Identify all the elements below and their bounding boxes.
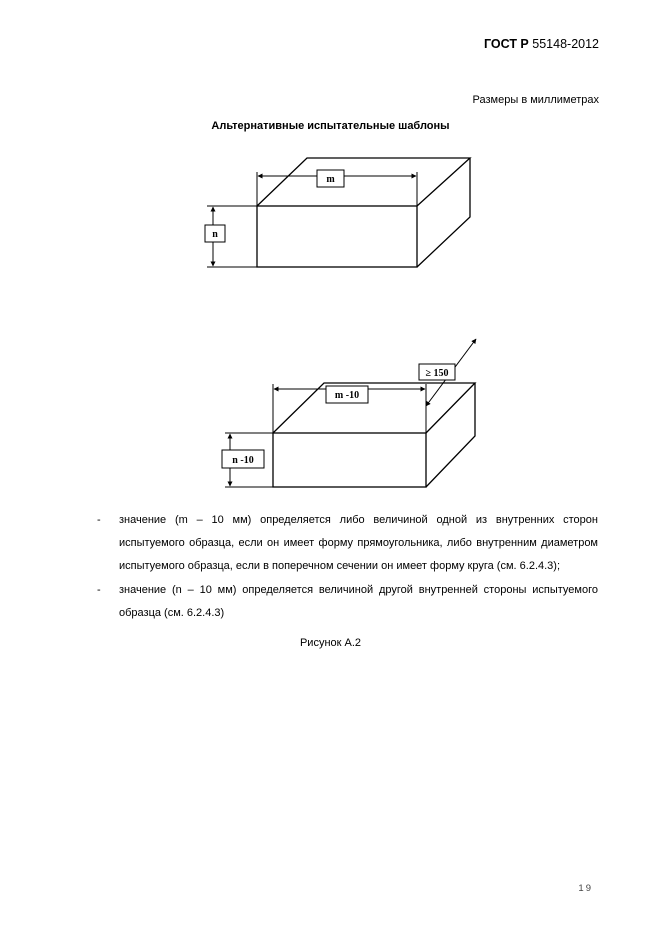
box-2-height-label: n -10 xyxy=(232,455,254,466)
box-1-dimension-m xyxy=(257,170,417,206)
box-1-width-label: m xyxy=(326,174,335,185)
box-2-top-face xyxy=(273,383,475,433)
box-2-side-face xyxy=(426,383,475,487)
bullet-dash: - xyxy=(97,584,101,596)
box-2 xyxy=(273,383,475,487)
box-1-front-face xyxy=(257,206,417,267)
box-2-front-face xyxy=(273,433,426,487)
paragraph-m-text: значение (m – 10 мм) определяется либо величиной одной из внутренних сторон испытуемого образца, если он имеет форму прямоугольника, либо внутренним диаметром испытуемого образца, если в поперечном сечении он имеет форму круга (см. 6.2.4.3); xyxy=(119,514,598,572)
paragraph-n xyxy=(97,579,598,625)
paragraph-m xyxy=(97,509,598,578)
units-note: Размеры в миллиметрах xyxy=(472,94,599,106)
page-number: 19 xyxy=(578,883,593,894)
box-2-width-label: m -10 xyxy=(334,390,360,401)
box-1-top-face xyxy=(257,158,470,206)
box-1-height-label: n xyxy=(212,229,218,240)
paragraph-n-text: значение (n – 10 мм) определяется величиной другой внутренней стороны испытуемого образца (см. 6.2.4.3) xyxy=(119,584,598,619)
box-2-min-label: ≥ 150 xyxy=(425,368,449,379)
page-header xyxy=(484,37,599,51)
bullet-dash: - xyxy=(97,514,101,526)
figure-caption: Рисунок А.2 xyxy=(299,637,362,649)
standard-prefix: ГОСТ Р xyxy=(483,37,529,51)
standard-number: 55148-2012 xyxy=(532,37,599,51)
box-1-side-face xyxy=(417,158,470,267)
test-templates-drawing xyxy=(0,150,661,500)
box-1 xyxy=(257,158,470,267)
figure-title: Альтернативные испытательные шаблоны xyxy=(211,120,450,132)
